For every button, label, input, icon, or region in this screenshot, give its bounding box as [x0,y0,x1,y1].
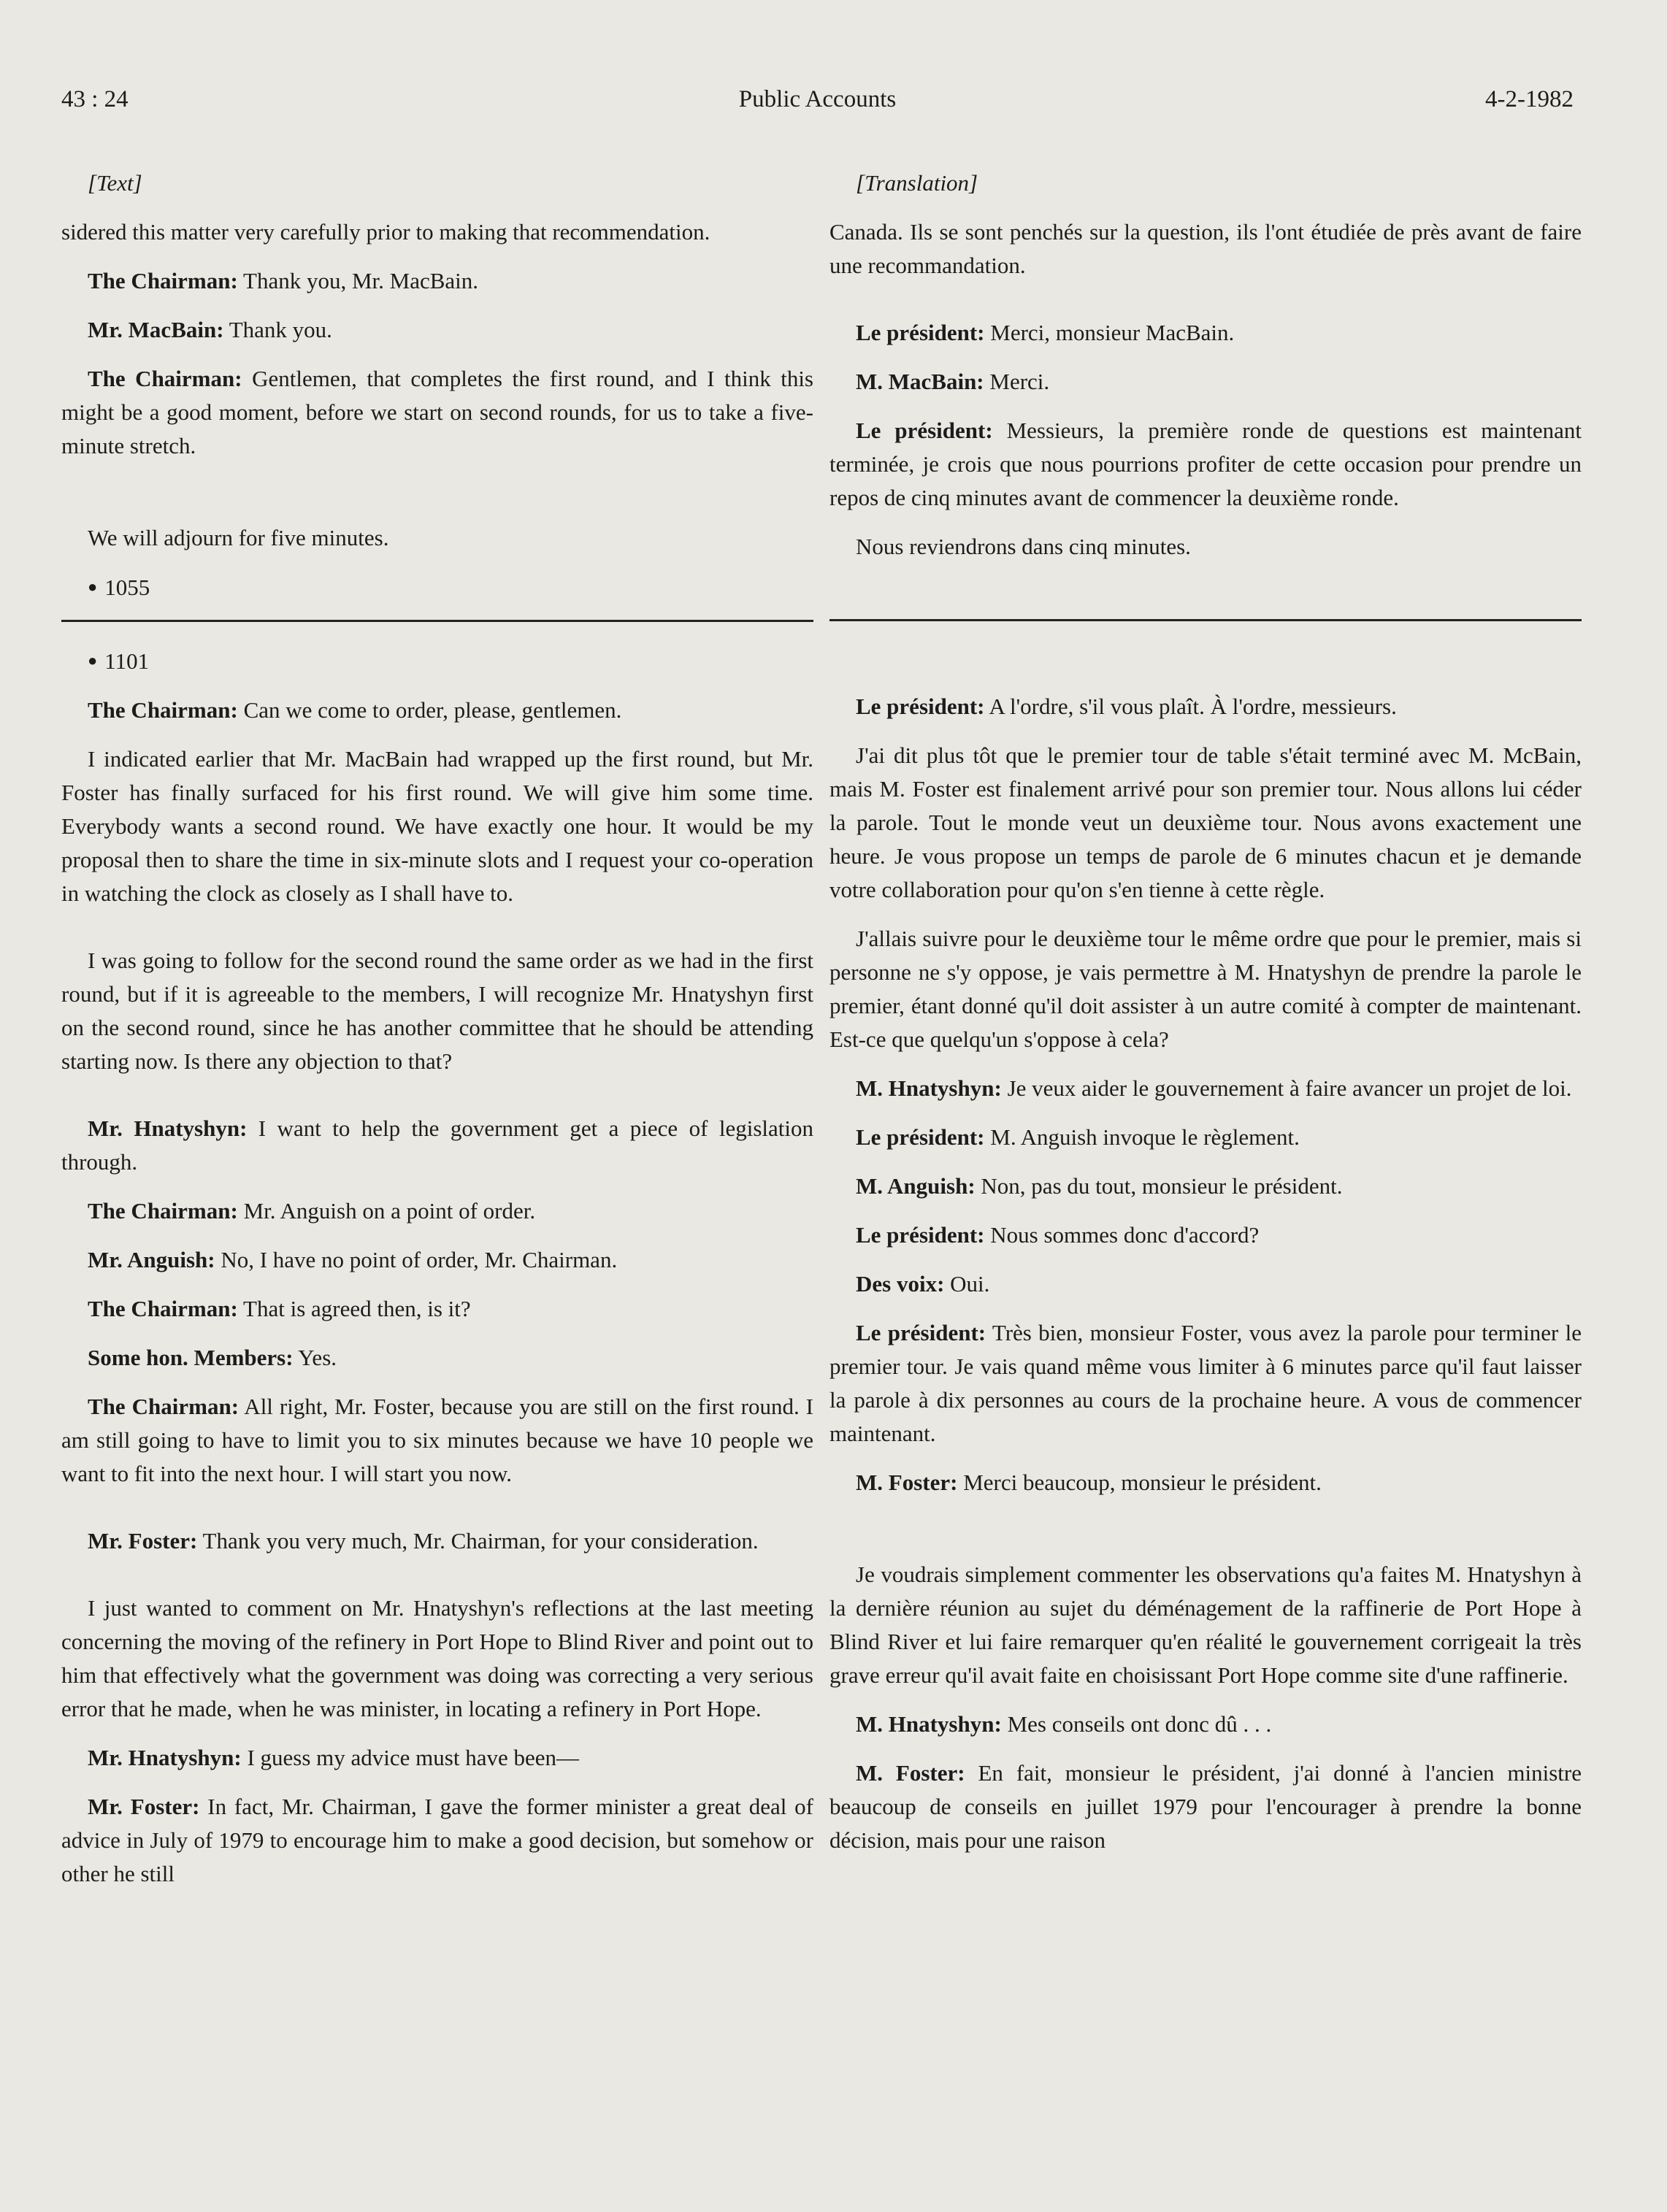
speaker: The Chairman: [88,1394,239,1419]
speech [61,1112,813,1179]
speech-text: Messieurs, la première ronde de questions est maintenant terminée, je crois que nous pourrions profiter de cette occasion pour prendre un repos de cinq minutes avant de commencer la deuxième ronde. [829,418,1582,510]
speech-text: M. Anguish invoque le règlement. [984,1124,1300,1150]
speech [829,1708,1582,1741]
paragraph: Canada. Ils se sont penchés sur la question, ils l'ont étudiée de près avant de faire une recommandation. [829,219,1582,278]
speaker: The Chairman: [88,697,238,723]
speech-text: Mes conseils ont donc dû . . . [1001,1711,1272,1737]
speaker: Des voix: [856,1271,945,1297]
speaker: M. Hnatyshyn: [856,1075,1002,1101]
paragraph: I just wanted to comment on Mr. Hnatyshyn's reflections at the last meeting concerning the moving of the refinery in Port Hope to Blind River and point out to him that effectively what the government was doing was correcting a very serious error that he made, when he was minister, in locating a refinery in Port Hope. [61,1595,813,1721]
speaker: The Chairman: [88,268,238,293]
timestamp-value: 1055 [104,575,150,600]
speech [61,1292,813,1326]
speaker: The Chairman: [88,1296,238,1321]
speech [61,1524,813,1558]
speech [829,1121,1582,1154]
french-column [829,166,1582,1873]
speaker: Mr. Foster: [88,1528,198,1554]
speech [61,264,813,298]
page-number: 43 : 24 [61,86,129,112]
paragraph: I was going to follow for the second round the same order as we had in the first round, but if it is agreeable to the members, I will recognize Mr. Hnatyshyn first on the second round, since he has another committee that he should be attending starting now. Is there any objection to that? [61,948,813,1074]
speech-text: A l'ordre, s'il vous plaît. À l'ordre, messieurs. [984,694,1397,719]
running-header [61,86,1574,123]
speech-text: In fact, Mr. Chairman, I gave the former minister a great deal of advice in July of 1979 to encourage him to make a good decision, but somehow or other he still [61,1794,813,1886]
speaker: Mr. Anguish: [88,1247,215,1272]
speech-text: All right, Mr. Foster, because you are still on the first round. I am still going to have to limit you to six minutes because we have 10 people we want to fit into the next hour. I will start you now. [61,1394,813,1486]
speech [829,1218,1582,1252]
speaker: Le président: [856,1320,986,1345]
speaker: Some hon. Members: [88,1345,294,1370]
speech-text: Je veux aider le gouvernement à faire avancer un projet de loi. [1001,1075,1572,1101]
speech [61,1243,813,1277]
speech [829,1072,1582,1105]
speech-text: I guess my advice must have been— [241,1745,580,1770]
speaker: M. Foster: [856,1760,965,1786]
speech-text: Can we come to order, please, gentlemen. [237,697,622,723]
speaker: Le président: [856,418,993,443]
speech [61,1390,813,1491]
paragraph: J'ai dit plus tôt que le premier tour de table s'était terminé avec M. McBain, mais M. Foster est finalement arrivé pour son premier tour. Nous allons lui céder la parole. Tout le monde veut un deuxième tour. Nous avons exactement une heure. Je vous propose un temps de parole de 6 minutes chacun et je demande votre collaboration pour qu'on s'en tienne à cette règle. [829,742,1582,902]
paragraph: Je voudrais simplement commenter les observations qu'a faites M. Hnatyshyn à la dernière réunion au sujet du déménagement de la raffinerie de Port Hope à Blind River et lui faire remarquer qu'en réalité le gouvernement corrigeait la très grave erreur qu'il avait faite en choisissant Port Hope comme site d'une raffinerie. [829,1562,1582,1688]
timestamp-value: 1101 [104,648,150,674]
bullet-icon: ● [88,651,98,669]
paragraph: I indicated earlier that Mr. MacBain had wrapped up the first round, but Mr. Foster has finally surfaced for his first round. We will give him some time. Everybody wants a second round. We have exactly one hour. It would be my proposal then to share the time in six-minute slots and I request your co-operation in watching the clock as closely as I shall have to. [61,746,813,906]
speech [829,365,1582,399]
timestamp [61,644,813,678]
section-rule [61,620,813,622]
speech [829,1756,1582,1857]
speech [61,1741,813,1775]
speaker: The Chairman: [88,366,242,391]
speaker: Le président: [856,1124,985,1150]
speech [61,1341,813,1375]
speech-text: Très bien, monsieur Foster, vous avez la parole pour terminer le premier tour. Je vais quand même vous limiter à 6 minutes parce qu'il faut laisser la parole à dix personnes au cours de la prochaine heure. A vous de commencer maintenant. [829,1320,1582,1446]
speaker: The Chairman: [88,1198,238,1224]
speech-text: I want to help the government get a piece of legislation through. [61,1115,814,1175]
paragraph: sidered this matter very carefully prior to making that recommendation. [61,219,710,245]
speech [829,1170,1582,1203]
speech-text: No, I have no point of order, Mr. Chairman. [215,1247,618,1272]
speech-text: Gentlemen, that completes the first round, and I think this might be a good moment, before we start on second rounds, for us to take a five-minute stretch. [61,366,813,458]
publication-title: Public Accounts [738,86,897,112]
publication-date: 4-2-1982 [1485,86,1574,112]
timestamp [61,570,813,604]
speaker: M. Foster: [856,1470,958,1495]
speech [61,1194,813,1228]
speech [61,313,813,347]
speech-text: Thank you, Mr. MacBain. [237,268,479,293]
speech [829,1267,1582,1301]
bullet-icon: ● [88,577,98,596]
language-tag: [Translation] [856,170,978,196]
speech [61,694,813,727]
section-rule [829,619,1582,621]
language-tag: [Text] [88,170,142,196]
speech-text: Thank you very much, Mr. Chairman, for your consideration. [197,1528,759,1554]
speaker: Mr. Hnatyshyn: [88,1745,242,1770]
speech [61,1790,813,1891]
english-column [61,166,813,1906]
speech-text: Merci, monsieur MacBain. [984,320,1235,345]
speech [61,362,813,463]
speaker: Le président: [856,694,985,719]
speech-text: Merci. [984,369,1050,394]
paragraph: Nous reviendrons dans cinq minutes. [856,534,1191,559]
speech-text: That is agreed then, is it? [237,1296,471,1321]
speaker: Mr. Hnatyshyn: [88,1115,248,1141]
speech [829,1466,1582,1499]
speaker: M. Hnatyshyn: [856,1711,1002,1737]
speech [829,1316,1582,1451]
speech-text: Yes. [293,1345,337,1370]
speaker: Le président: [856,320,985,345]
speech-text: En fait, monsieur le président, j'ai donné à l'ancien ministre beaucoup de conseils en juillet 1979 pour l'encourager à prendre la bonne décision, mais pour une raison [829,1760,1582,1853]
speaker: Le président: [856,1222,985,1248]
speaker: M. MacBain: [856,369,984,394]
paragraph: J'allais suivre pour le deuxième tour le même ordre que pour le premier, mais si personne ne s'y oppose, je vais permettre à M. Hnatyshyn de prendre la parole le premier, étant donné qu'il doit assister à un autre comité à compter de maintenant. Est-ce que quelqu'un s'oppose à cela? [829,926,1582,1052]
speech [829,690,1582,723]
speech-text: Thank you. [223,317,332,342]
speech-text: Oui. [944,1271,990,1297]
speech [829,414,1582,515]
speaker: Mr. Foster: [88,1794,200,1819]
speech-text: Mr. Anguish on a point of order. [237,1198,536,1224]
speech-text: Merci beaucoup, monsieur le président. [957,1470,1322,1495]
speaker: Mr. MacBain: [88,317,224,342]
speaker: M. Anguish: [856,1173,976,1199]
speech [829,316,1582,350]
speech-text: Non, pas du tout, monsieur le président. [975,1173,1343,1199]
speech-text: Nous sommes donc d'accord? [984,1222,1260,1248]
paragraph: We will adjourn for five minutes. [88,525,389,550]
